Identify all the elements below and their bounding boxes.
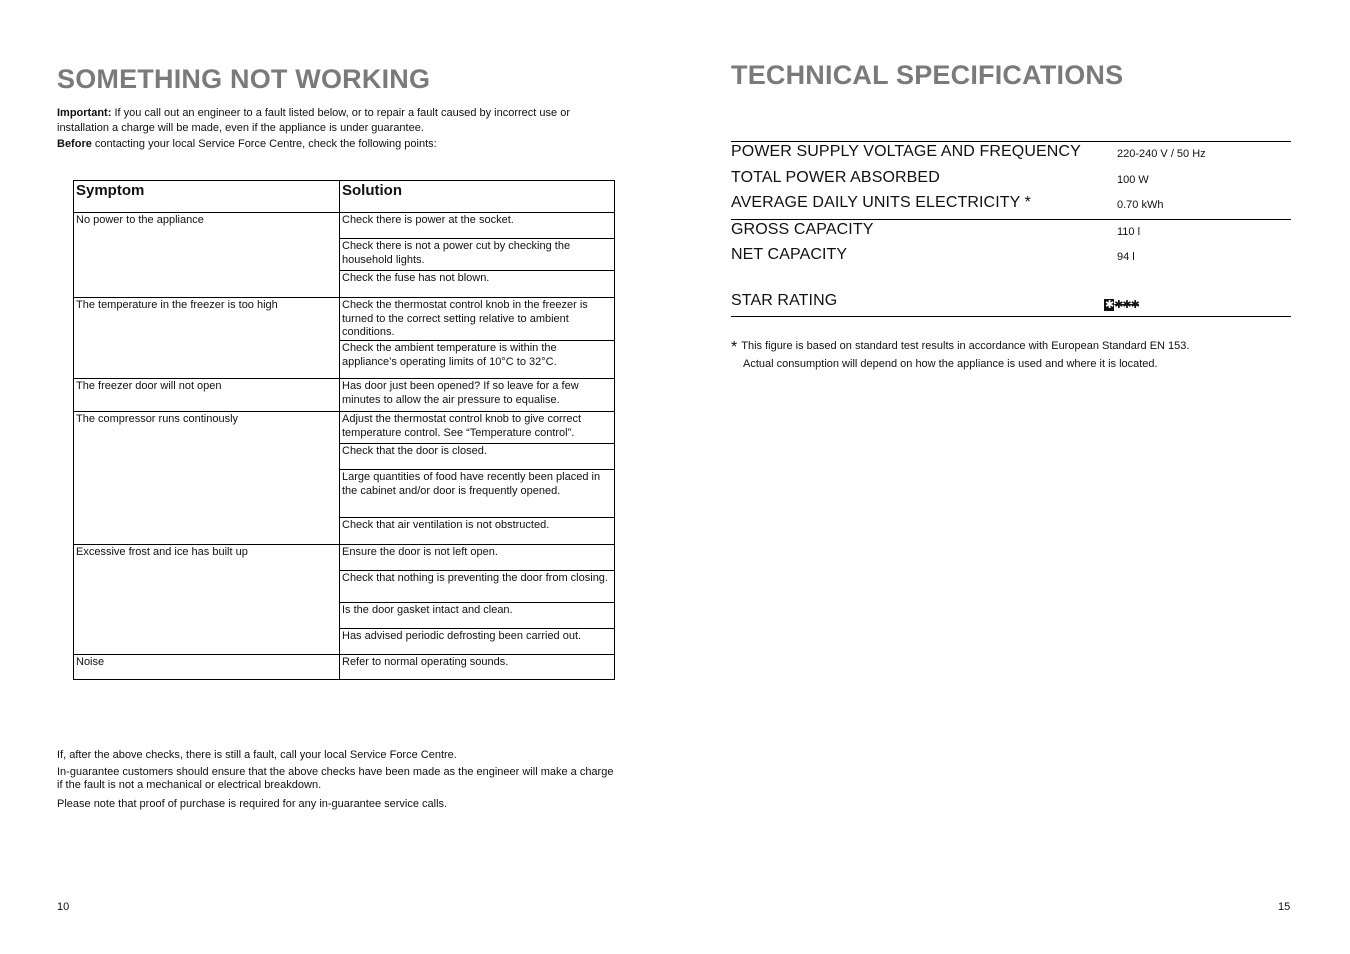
footer-paragraph: In-guarantee customers should ensure that the above checks have been made as the engineer will make a charge if the fault is not a mechanical or electrical breakdown. — [57, 765, 614, 791]
solution-cell: Adjust the thermostat control knob to give correct temperature control. See “Temperature control”. — [340, 412, 614, 444]
symptom-cell: The temperature in the freezer is too high — [74, 298, 340, 378]
footnote-line — [731, 338, 1189, 356]
solution-cell: Check that nothing is preventing the door from closing. — [340, 571, 614, 603]
spec-value: 220-240 V / 50 Hz — [1117, 148, 1206, 160]
table-row — [74, 545, 614, 655]
spec-label: STAR RATING — [731, 291, 838, 309]
page-number-left: 10 — [57, 901, 70, 913]
solution-cell: Check that the door is closed. — [340, 444, 614, 470]
solution-cell: Check the thermostat control knob in the freezer is turned to the correct setting relative to ambient conditions. — [340, 298, 614, 341]
header-symptom: Symptom — [74, 181, 340, 212]
spec-label: NET CAPACITY — [731, 246, 848, 263]
page-title-right: TECHNICAL SPECIFICATIONS — [731, 60, 1124, 90]
symptom-cell: No power to the appliance — [74, 213, 340, 297]
spec-value: 0.70 kWh — [1117, 199, 1164, 211]
table-row — [74, 298, 614, 379]
solution-cell: Refer to normal operating sounds. — [342, 656, 509, 668]
table-header — [74, 181, 614, 213]
spec-row — [731, 168, 1291, 194]
footnote-line: Actual consumption will depend on how the appliance is used and where it is located. — [743, 358, 1158, 370]
spec-value: 94 l — [1117, 251, 1135, 263]
page-number-right: 15 — [1278, 901, 1291, 913]
before-label: Before — [57, 138, 92, 150]
solution-cell: Check the ambient temperature is within the appliance’s operating limits of 10°C to 32°C. — [342, 342, 557, 368]
solution-cell: Check there is not a power cut by checking the household lights. — [340, 239, 614, 271]
spec-row — [731, 291, 1291, 317]
spec-row — [731, 245, 1291, 271]
footnote — [731, 338, 1189, 372]
solution-cell: Has advised periodic defrosting been carried out. — [342, 630, 582, 642]
spec-label: GROSS CAPACITY — [731, 220, 874, 238]
table-row — [74, 379, 614, 412]
solution-cell: Check there is power at the socket. — [340, 213, 614, 239]
solution-cell: Large quantities of food have recently been placed in the cabinet and/or door is frequently opened. — [340, 470, 614, 518]
footer-paragraph: If, after the above checks, there is still a fault, call your local Service Force Centre. — [57, 749, 457, 761]
spec-label: POWER SUPPLY VOLTAGE AND FREQUENCY — [731, 143, 1081, 160]
header-solution: Solution — [342, 182, 402, 199]
solution-cell: Ensure the door is not left open. — [340, 545, 614, 571]
intro-text — [57, 106, 617, 152]
solution-cell: Check that air ventilation is not obstructed. — [342, 519, 550, 531]
table-row — [74, 213, 614, 298]
solution-cell: Is the door gasket intact and clean. — [340, 603, 614, 629]
spec-value: 110 l — [1117, 225, 1141, 238]
symptom-cell: The freezer door will not open — [74, 379, 340, 411]
symptom-cell: Noise — [74, 655, 340, 679]
before-text: contacting your local Service Force Centre, check the following points: — [91, 138, 437, 150]
footer-notes — [57, 749, 617, 814]
spec-table — [731, 141, 1291, 317]
important-paragraph — [57, 106, 617, 136]
footnote-marker: * — [731, 339, 738, 356]
spec-label: TOTAL POWER ABSORBED — [731, 168, 940, 186]
spec-value: 100 W — [1117, 173, 1149, 186]
footer-paragraph: Please note that proof of purchase is required for any in-guarantee service calls. — [57, 797, 448, 810]
solution-cell: Has door just been opened? If so leave for a few minutes to allow the air pressure to equalise. — [342, 380, 579, 406]
footnote-text: This figure is based on standard test results in accordance with European Standard EN 153. — [741, 340, 1190, 352]
spec-label: AVERAGE DAILY UNITS ELECTRICITY * — [731, 194, 1031, 211]
troubleshooting-table — [73, 180, 615, 680]
important-text: If you call out an engineer to a fault listed below, or to repair a fault caused by incorrect use or installation a charge will be made, even if the appliance is under guarantee. — [57, 107, 570, 134]
symptom-cell: Excessive frost and ice has built up — [74, 545, 340, 654]
table-row — [74, 412, 614, 545]
important-label: Important: — [57, 107, 112, 119]
symptom-cell: The compressor runs continously — [74, 412, 340, 544]
spec-row — [731, 220, 1291, 246]
before-paragraph — [57, 137, 617, 152]
solution-cell: Check the fuse has not blown. — [342, 272, 490, 284]
page-title-left: SOMETHING NOT WORKING — [57, 64, 431, 94]
spec-row — [731, 142, 1291, 168]
table-row — [74, 655, 614, 679]
spec-row — [731, 193, 1291, 219]
divider — [731, 316, 1291, 317]
star-rating-icon: ✱✱✱✱ — [1105, 298, 1139, 311]
